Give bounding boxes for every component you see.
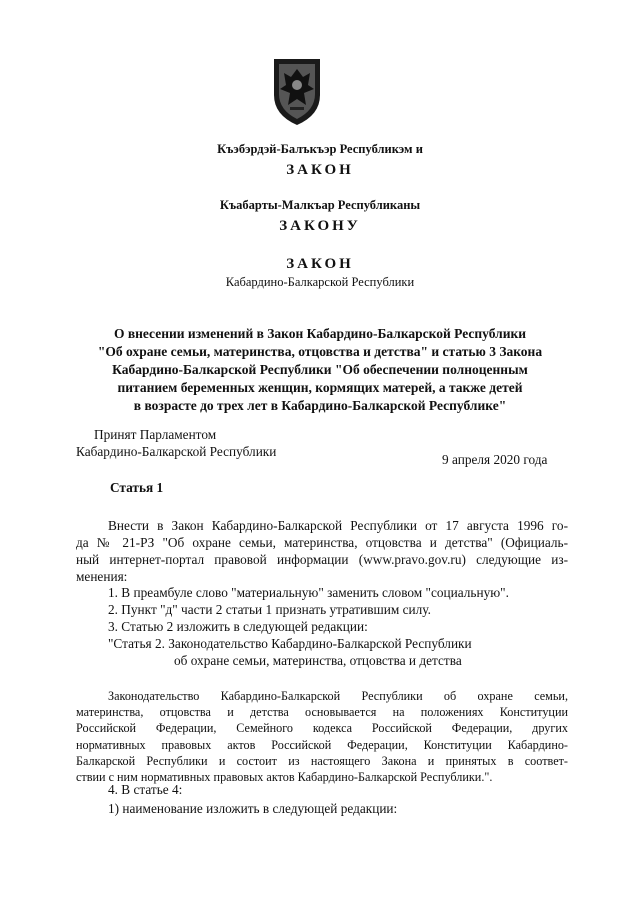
- article-intro-paragraph: [76, 517, 568, 585]
- paragraph-line: ный интернет-портал правовой информации (www.pravo.gov.ru) следующие из-: [76, 552, 568, 567]
- amendment-item: 1. В преамбуле слово "материальную" заменить словом "социальную".: [108, 585, 509, 600]
- adopted-by-parliament: Кабардино-Балкарской Республики: [76, 444, 277, 459]
- adoption-date: 9 апреля 2020 года: [442, 452, 548, 467]
- law-word-balkar: ЗАКОНУ: [279, 218, 361, 234]
- quoted-article-title: "Статья 2. Законодательство Кабардино-Балкарской Республики: [108, 636, 472, 651]
- amendment-subitem: 1) наименование изложить в следующей редакции:: [108, 801, 398, 816]
- quoted-article-paragraph: [76, 688, 568, 785]
- adopted-by-line: Принят Парламентом: [94, 427, 217, 442]
- paragraph-line: Российской Федерации, Семейного кодекса Российской Федерации, других: [76, 721, 568, 736]
- paragraph-line: Балкарской Республики и состоит из настоящего Закона и принятых в соответ-: [76, 753, 568, 768]
- republic-name-russian: Кабардино-Балкарской Республики: [225, 275, 415, 289]
- paragraph-line: нормативных правовых актов Российской Федерации, Конституции Кабардино-: [76, 737, 568, 752]
- amendment-item: 3. Статью 2 изложить в следующей редакции:: [108, 619, 368, 634]
- paragraph-line: материнства, отцовства и детства основывается на положениях Конституции: [76, 705, 568, 720]
- article-heading: Статья 1: [110, 480, 164, 495]
- law-title-line: питанием беременных женщин, кормящих матерей, а также детей: [117, 380, 523, 395]
- coat-of-arms-emblem: [270, 55, 324, 127]
- law-word-kabardian: ЗАКОН: [286, 162, 354, 178]
- law-title-line: в возрасте до трех лет в Кабардино-Балкарской Республике": [133, 398, 507, 413]
- paragraph-line: Внести в Закон Кабардино-Балкарской Республики от 17 августа 1996 го-: [108, 518, 568, 533]
- quoted-article-title-cont: об охране семьи, материнства, отцовства и детства: [174, 653, 462, 668]
- paragraph-line: да № 21-РЗ "Об охране семьи, материнства, отцовства и детства" (Официаль-: [76, 535, 568, 550]
- law-title: [0, 325, 640, 415]
- law-title-line: "Об охране семьи, материнства, отцовства и детства" и статью 3 Закона: [97, 344, 543, 359]
- amendment-item: 2. Пункт "д" части 2 статьи 1 признать утратившим силу.: [108, 602, 431, 617]
- paragraph-line: ствии с ним нормативных правовых актов Кабардино-Балкарской Республики.".: [76, 770, 493, 785]
- paragraph-line: Законодательство Кабардино-Балкарской Республики об охране семьи,: [108, 689, 568, 703]
- law-title-line: Кабардино-Балкарской Республики "Об обеспечении полноценным: [112, 362, 528, 377]
- republic-name-balkar: Къабарты-Малкъар Республиканы: [219, 198, 421, 212]
- republic-name-kabardian: Къэбэрдэй-Балъкъэр Республикэм и: [217, 142, 423, 156]
- amendment-item: 4. В статье 4:: [108, 782, 183, 797]
- law-word-russian: ЗАКОН: [286, 256, 354, 272]
- law-title-line: О внесении изменений в Закон Кабардино-Балкарской Республики: [113, 326, 527, 341]
- paragraph-line: менения:: [76, 569, 128, 584]
